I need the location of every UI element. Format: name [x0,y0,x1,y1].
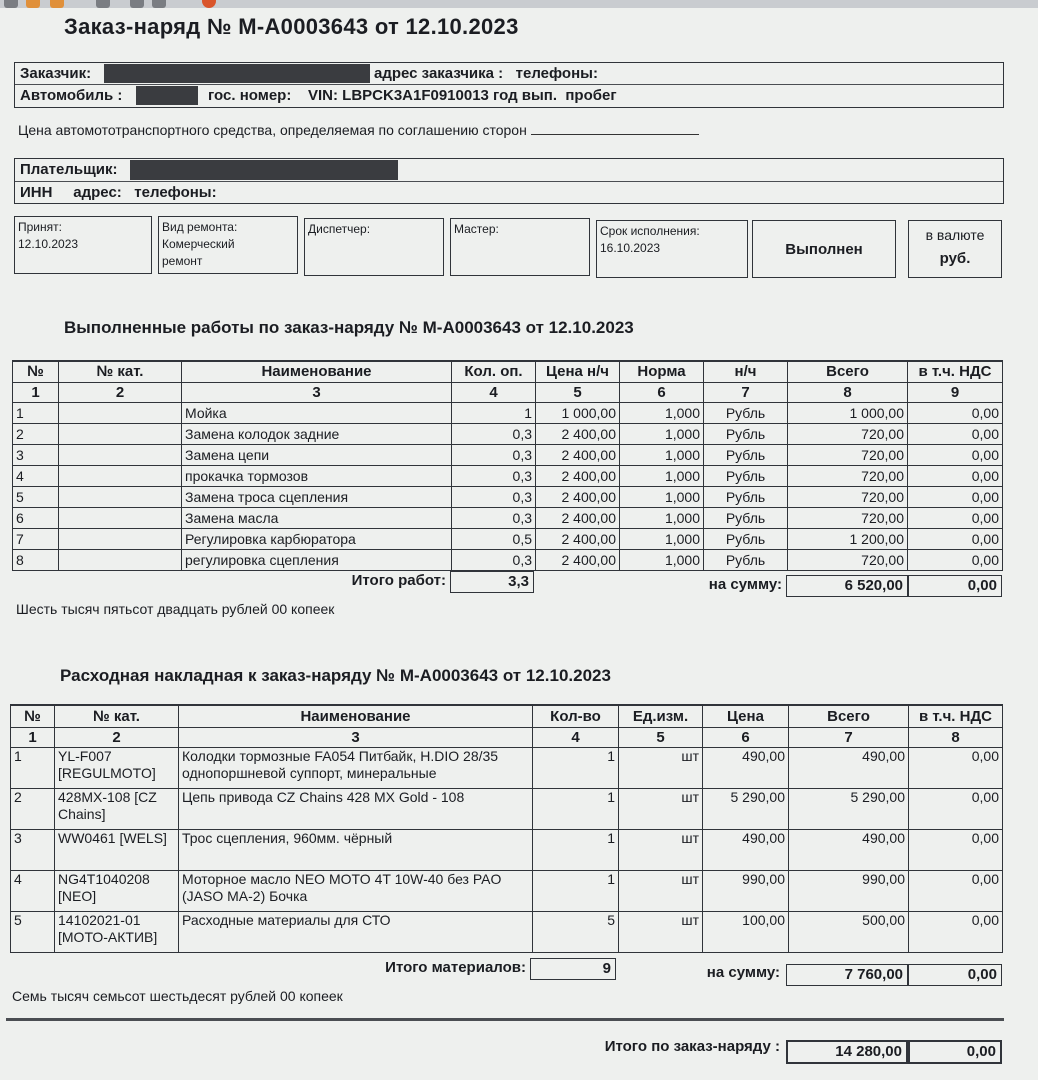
row-vat: 0,00 [909,870,1003,911]
row-vat: 0,00 [909,911,1003,952]
materials-sum-label: на сумму: [706,964,780,981]
unit: шт [619,911,703,952]
price-note [18,122,699,138]
catalog-number [59,402,182,423]
table-row [13,423,1003,444]
catalog-number: 14102021-01 [МОТО-АКТИВ] [55,911,179,952]
hour-price: 2 400,00 [536,465,620,486]
norm: 1,000 [620,486,704,507]
catalog-number: NG4T1040208 [NEO] [55,870,179,911]
materials-total-qty: 9 [530,958,616,980]
customer-name-redacted [104,64,370,83]
hour-unit: Рубль [704,402,788,423]
materials-table [10,704,1003,953]
repair-type-box [158,216,298,274]
materials-colnum: 2 [55,727,179,747]
payer-inn-line: ИНН адрес: телефоны: [20,184,217,201]
materials-header-cell: Всего [789,705,909,727]
materials-sum-value: 7 760,00 [786,964,908,986]
materials-colnum: 7 [789,727,909,747]
materials-colnum: 6 [703,727,789,747]
op-qty: 0,5 [452,528,536,549]
master-box [450,218,590,276]
norm: 1,000 [620,549,704,570]
catalog-number [59,465,182,486]
grand-total-value: 14 280,00 [786,1040,908,1064]
norm: 1,000 [620,423,704,444]
works-colnum: 7 [704,382,788,402]
works-header-cell: Кол. оп. [452,361,536,382]
works-sum-vat: 0,00 [908,575,1002,597]
works-colnum: 9 [908,382,1003,402]
materials-title: Расходная накладная к заказ-наряду № М-А0003643 от 12.10.2023 [60,666,611,685]
work-name: Замена колодок задние [182,423,452,444]
quantity: 5 [533,911,619,952]
quantity: 1 [533,870,619,911]
op-qty: 0,3 [452,444,536,465]
hour-unit: Рубль [704,465,788,486]
price: 490,00 [703,747,789,788]
hour-price: 2 400,00 [536,549,620,570]
op-qty: 0,3 [452,465,536,486]
price: 100,00 [703,911,789,952]
op-qty: 0,3 [452,507,536,528]
price: 990,00 [703,870,789,911]
materials-header-cell: в т.ч. НДС [909,705,1003,727]
row-number: 3 [13,444,59,465]
row-total: 1 000,00 [788,402,908,423]
table-row [13,486,1003,507]
works-colnum: 6 [620,382,704,402]
work-name: Замена масла [182,507,452,528]
material-name: Колодки тормозные FA054 Питбайк, H.DIO 28/35 однопоршневой суппорт, минеральные [179,747,533,788]
quantity: 1 [533,829,619,870]
car-details: гос. номер: VIN: LBPCK3A1F0910013 год вып. пробег [208,87,617,104]
row-number: 6 [13,507,59,528]
row-total: 5 290,00 [789,788,909,829]
works-colnum: 5 [536,382,620,402]
hour-price: 2 400,00 [536,423,620,444]
accepted-value: 12.10.2023 [18,237,79,251]
row-number: 7 [13,528,59,549]
norm: 1,000 [620,528,704,549]
grand-total-vat: 0,00 [908,1040,1002,1064]
table-row [13,528,1003,549]
deadline-value: 16.10.2023 [600,241,661,255]
help-icon[interactable] [202,0,216,8]
price: 5 290,00 [703,788,789,829]
row-total: 720,00 [788,507,908,528]
car-redacted [136,86,198,105]
works-header-cell: № кат. [59,361,182,382]
hour-price: 2 400,00 [536,444,620,465]
deadline-label: Срок исполнения: [600,224,700,238]
works-colnum: 3 [182,382,452,402]
materials-header-cell: Кол-во [533,705,619,727]
row-total: 720,00 [788,423,908,444]
table-row [11,788,1003,829]
master-label: Мастер: [454,222,499,236]
currency-label: в валюте [925,227,985,243]
catalog-number: YL-F007 [REGULMOTO] [55,747,179,788]
window-toolbar [0,0,1038,8]
repair-type-label: Вид ремонта: [162,220,238,234]
works-header-cell: Наименование [182,361,452,382]
catalog-number: 428MX-108 [CZ Chains] [55,788,179,829]
materials-header-cell: Ед.изм. [619,705,703,727]
hour-price: 2 400,00 [536,507,620,528]
row-vat: 0,00 [908,549,1003,570]
table-row [13,549,1003,570]
table-row [11,747,1003,788]
materials-header-cell: Наименование [179,705,533,727]
row-number: 5 [11,911,55,952]
row-vat: 0,00 [908,486,1003,507]
works-sum-in-words: Шесть тысяч пятьсот двадцать рублей 00 копеек [16,601,335,617]
row-total: 720,00 [788,465,908,486]
works-colnum: 1 [13,382,59,402]
catalog-number [59,444,182,465]
materials-header-cell: № кат. [55,705,179,727]
toolbar-icon[interactable] [152,0,166,8]
toolbar-icon[interactable] [50,0,64,8]
quantity: 1 [533,788,619,829]
catalog-number [59,528,182,549]
unit: шт [619,747,703,788]
row-total: 1 200,00 [788,528,908,549]
payer-name-redacted [130,160,398,180]
row-vat: 0,00 [909,747,1003,788]
op-qty: 0,3 [452,549,536,570]
row-number: 1 [13,402,59,423]
row-vat: 0,00 [908,507,1003,528]
row-number: 5 [13,486,59,507]
dispatcher-box [304,218,444,276]
norm: 1,000 [620,444,704,465]
work-name: Замена цепи [182,444,452,465]
row-total: 490,00 [789,747,909,788]
row-number: 4 [13,465,59,486]
material-name: Моторное масло NEO MOTO 4T 10W-40 без PAO (JASO MA-2) Бочка [179,870,533,911]
works-title: Выполненные работы по заказ-наряду № М-А0003643 от 12.10.2023 [64,318,634,337]
accepted-box [14,216,152,274]
toolbar-icon[interactable] [96,0,110,8]
materials-colnum: 3 [179,727,533,747]
toolbar-icon[interactable] [130,0,144,8]
hour-unit: Рубль [704,444,788,465]
work-name: прокачка тормозов [182,465,452,486]
materials-colnum: 5 [619,727,703,747]
works-colnum: 8 [788,382,908,402]
works-total-label: Итого работ: [351,572,446,589]
unit: шт [619,870,703,911]
row-total: 500,00 [789,911,909,952]
row-vat: 0,00 [908,402,1003,423]
table-row [11,911,1003,952]
customer-address-phones: адрес заказчика : телефоны: [374,65,598,82]
materials-header-cell: № [11,705,55,727]
document-title: Заказ-наряд № М-А0003643 от 12.10.2023 [64,14,519,39]
row-vat: 0,00 [908,465,1003,486]
row-vat: 0,00 [908,528,1003,549]
materials-total-label: Итого материалов: [385,959,526,976]
dispatcher-label: Диспетчер: [308,222,371,236]
table-row [13,444,1003,465]
grand-total-label: Итого по заказ-наряду : [604,1038,780,1055]
works-header-cell: в т.ч. НДС [908,361,1003,382]
work-name: Замена троса сцепления [182,486,452,507]
works-table [12,360,1003,571]
row-vat: 0,00 [908,444,1003,465]
works-total-qty: 3,3 [450,571,534,593]
repair-type-value: Комерческий ремонт [162,237,235,268]
car-label: Автомобиль : [20,87,123,104]
currency-value: руб. [939,250,971,267]
catalog-number: WW0461 [WELS] [55,829,179,870]
row-number: 2 [11,788,55,829]
row-number: 3 [11,829,55,870]
catalog-number [59,549,182,570]
norm: 1,000 [620,465,704,486]
material-name: Трос сцепления, 960мм. чёрный [179,829,533,870]
works-colnum: 2 [59,382,182,402]
op-qty: 0,3 [452,423,536,444]
norm: 1,000 [620,402,704,423]
works-colnum: 4 [452,382,536,402]
works-header-cell: Цена н/ч [536,361,620,382]
price: 490,00 [703,829,789,870]
materials-colnum: 1 [11,727,55,747]
materials-colnum: 8 [909,727,1003,747]
row-vat: 0,00 [908,423,1003,444]
hour-unit: Рубль [704,507,788,528]
hour-unit: Рубль [704,486,788,507]
materials-colnum: 4 [533,727,619,747]
row-number: 2 [13,423,59,444]
price-note-text: Цена автомототранспортного средства, определяемая по соглашению сторон [18,122,527,138]
status-value: Выполнен [785,240,863,258]
hour-price: 2 400,00 [536,486,620,507]
norm: 1,000 [620,507,704,528]
hour-price: 1 000,00 [536,402,620,423]
op-qty: 0,3 [452,486,536,507]
row-total: 720,00 [788,486,908,507]
row-number: 4 [11,870,55,911]
unit: шт [619,829,703,870]
row-total: 990,00 [789,870,909,911]
price-blank [531,122,699,135]
material-name: Расходные материалы для СТО [179,911,533,952]
works-sum-value: 6 520,00 [786,575,908,597]
table-row [11,870,1003,911]
works-header-cell: Норма [620,361,704,382]
materials-sum-vat: 0,00 [908,964,1002,986]
row-vat: 0,00 [909,829,1003,870]
status-box [752,220,896,278]
row-number: 1 [11,747,55,788]
works-header-cell: № [13,361,59,382]
work-name: Мойка [182,402,452,423]
customer-label: Заказчик: [20,65,92,82]
table-row [11,829,1003,870]
toolbar-icon[interactable] [4,0,18,8]
row-total: 720,00 [788,444,908,465]
hour-unit: Рубль [704,528,788,549]
toolbar-icon[interactable] [26,0,40,8]
deadline-box [596,220,748,278]
row-total: 490,00 [789,829,909,870]
works-sum-label: на сумму: [708,576,782,593]
hour-unit: Рубль [704,423,788,444]
materials-header-cell: Цена [703,705,789,727]
material-name: Цепь привода CZ Chains 428 MX Gold - 108 [179,788,533,829]
works-header-cell: н/ч [704,361,788,382]
table-row [13,507,1003,528]
catalog-number [59,423,182,444]
row-total: 720,00 [788,549,908,570]
hour-price: 2 400,00 [536,528,620,549]
currency-box [908,220,1002,278]
payer-label: Плательщик: [20,161,118,178]
work-name: Регулировка карбюратора [182,528,452,549]
quantity: 1 [533,747,619,788]
table-row [13,402,1003,423]
op-qty: 1 [452,402,536,423]
works-header-cell: Всего [788,361,908,382]
hour-unit: Рубль [704,549,788,570]
separator-line [6,1018,1004,1021]
accepted-label: Принят: [18,220,62,234]
catalog-number [59,507,182,528]
catalog-number [59,486,182,507]
row-vat: 0,00 [909,788,1003,829]
unit: шт [619,788,703,829]
materials-sum-in-words: Семь тысяч семьсот шестьдесят рублей 00 копеек [12,988,343,1004]
work-name: регулировка сцепления [182,549,452,570]
row-number: 8 [13,549,59,570]
table-row [13,465,1003,486]
